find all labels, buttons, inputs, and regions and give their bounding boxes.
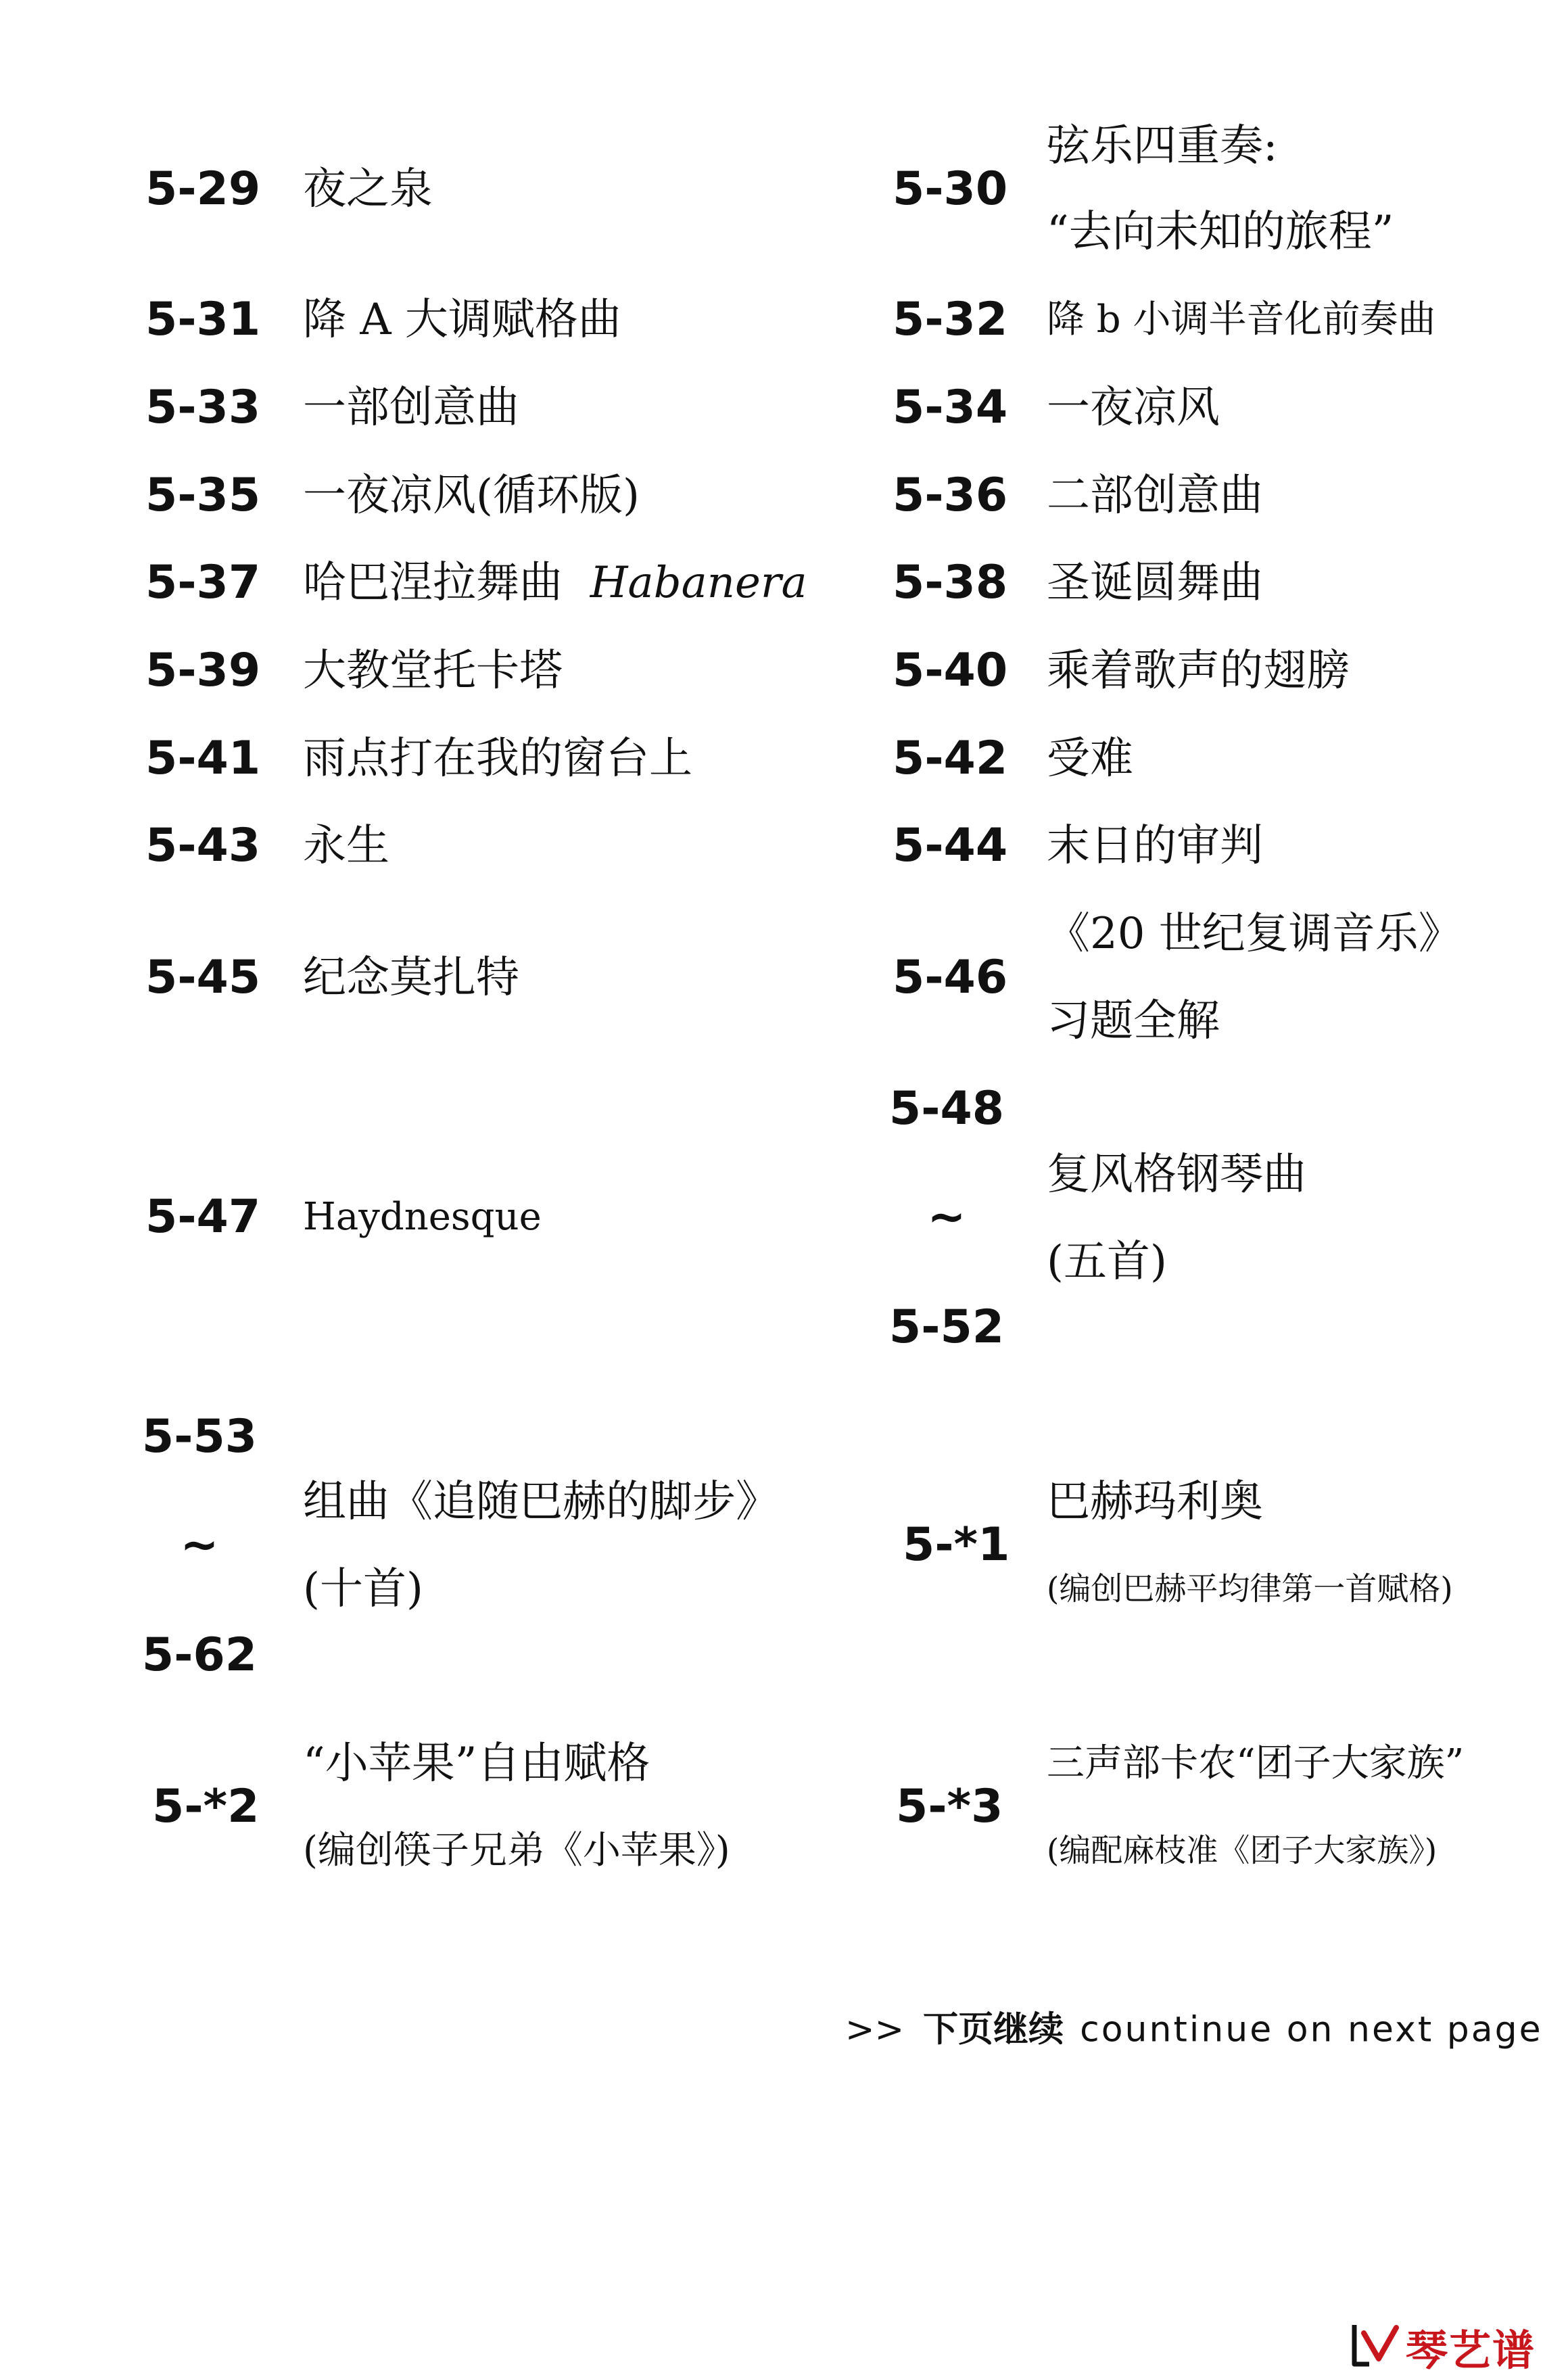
entry-title: 雨点打在我的窗台上 <box>303 734 692 784</box>
range-end-number: 5-52 <box>888 1300 1005 1354</box>
entry-number: 5-46 <box>893 951 1008 1004</box>
entry-title-zh: 哈巴涅拉舞曲 <box>303 558 563 608</box>
entry-title-line1: 三声部卡农“团子大家族” <box>1047 1741 1465 1785</box>
entry-number: 5-29 <box>145 162 261 216</box>
entry-number: 5-33 <box>145 381 261 434</box>
entry-title-line1: 复风格钢琴曲 <box>1047 1150 1306 1200</box>
entry-number: 5-40 <box>893 644 1008 697</box>
entry-number: 5-44 <box>893 819 1008 872</box>
entry-title-line1: 弦乐四重奏: <box>1047 121 1278 171</box>
range-tilde: ~ <box>180 1518 219 1572</box>
entry-title-en: Habanera <box>590 558 807 608</box>
entry-title-line1: 《20 世纪复调音乐》 <box>1047 909 1462 959</box>
entry-title <box>303 558 807 608</box>
entry-title: 一夜凉风(循环版) <box>303 471 640 521</box>
entry-title-line2: (五首) <box>1047 1237 1167 1287</box>
entry-number: 5-*2 <box>152 1780 260 1833</box>
entry-number: 5-42 <box>893 732 1008 785</box>
entry-number: 5-31 <box>145 293 261 346</box>
entry-title: 受难 <box>1047 734 1133 784</box>
continue-en: countinue on next page <box>1080 2009 1543 2050</box>
entry-number: 5-39 <box>145 644 261 697</box>
entry-title-line1: 巴赫玛利奥 <box>1047 1477 1263 1527</box>
entry-number: 5-35 <box>145 469 261 522</box>
entry-title: Haydnesque <box>303 1195 542 1239</box>
entry-subtitle: (编创巴赫平均律第一首赋格) <box>1047 1570 1453 1608</box>
entry-number: 5-34 <box>893 381 1008 434</box>
entry-title: 一部创意曲 <box>303 383 519 433</box>
entry-title-line1: 组曲《追随巴赫的脚步》 <box>303 1477 779 1527</box>
range-start-number: 5-53 <box>141 1410 258 1463</box>
range-end-number: 5-62 <box>141 1628 258 1682</box>
entry-title: 末日的审判 <box>1047 821 1263 871</box>
continue-note <box>845 2001 1543 2052</box>
entry-number: 5-38 <box>893 556 1008 609</box>
entry-title: 降 A 大调赋格曲 <box>303 295 621 345</box>
entry-title-line1: “小苹果”自由赋格 <box>303 1739 650 1789</box>
qinyipu-logo <box>1349 2320 1536 2374</box>
entry-title: 降 b 小调半音化前奏曲 <box>1047 298 1436 342</box>
entry-number: 5-32 <box>893 293 1008 346</box>
entry-title: 永生 <box>303 821 389 871</box>
logo-text: 琴艺谱 <box>1406 2325 1536 2375</box>
entry-title-line2: 习题全解 <box>1047 996 1220 1046</box>
entry-subtitle: (编配麻枝准《团子大家族》) <box>1047 1832 1438 1870</box>
entry-title: 大教堂托卡塔 <box>303 646 563 696</box>
entry-number: 5-41 <box>145 732 261 785</box>
entry-title: 一夜凉风 <box>1047 383 1220 433</box>
entry-number: 5-47 <box>145 1190 261 1244</box>
qinyipu-logo-icon <box>1349 2320 1403 2374</box>
entry-number: 5-30 <box>893 162 1008 216</box>
entry-number: 5-37 <box>145 556 261 609</box>
entry-number: 5-*1 <box>903 1518 1010 1572</box>
entry-title: 二部创意曲 <box>1047 471 1263 521</box>
entry-number: 5-43 <box>145 819 261 872</box>
entry-title-line2: “去向未知的旅程” <box>1047 207 1394 257</box>
range-start-number: 5-48 <box>888 1082 1005 1135</box>
entry-title-line2: (十首) <box>303 1564 423 1614</box>
entry-title: 夜之泉 <box>303 164 433 214</box>
entry-number: 5-*3 <box>896 1780 1003 1833</box>
entry-number: 5-36 <box>893 469 1008 522</box>
entry-title: 纪念莫扎特 <box>303 953 519 1003</box>
continue-zh: 下页继续 <box>923 2009 1064 2050</box>
entry-title: 圣诞圆舞曲 <box>1047 558 1263 608</box>
entry-number: 5-45 <box>145 951 261 1004</box>
entry-title: 乘着歌声的翅膀 <box>1047 646 1350 696</box>
range-tilde: ~ <box>927 1190 966 1244</box>
entry-subtitle: (编创筷子兄弟《小苹果》) <box>303 1829 730 1873</box>
continue-arrow: >> <box>845 2009 905 2050</box>
